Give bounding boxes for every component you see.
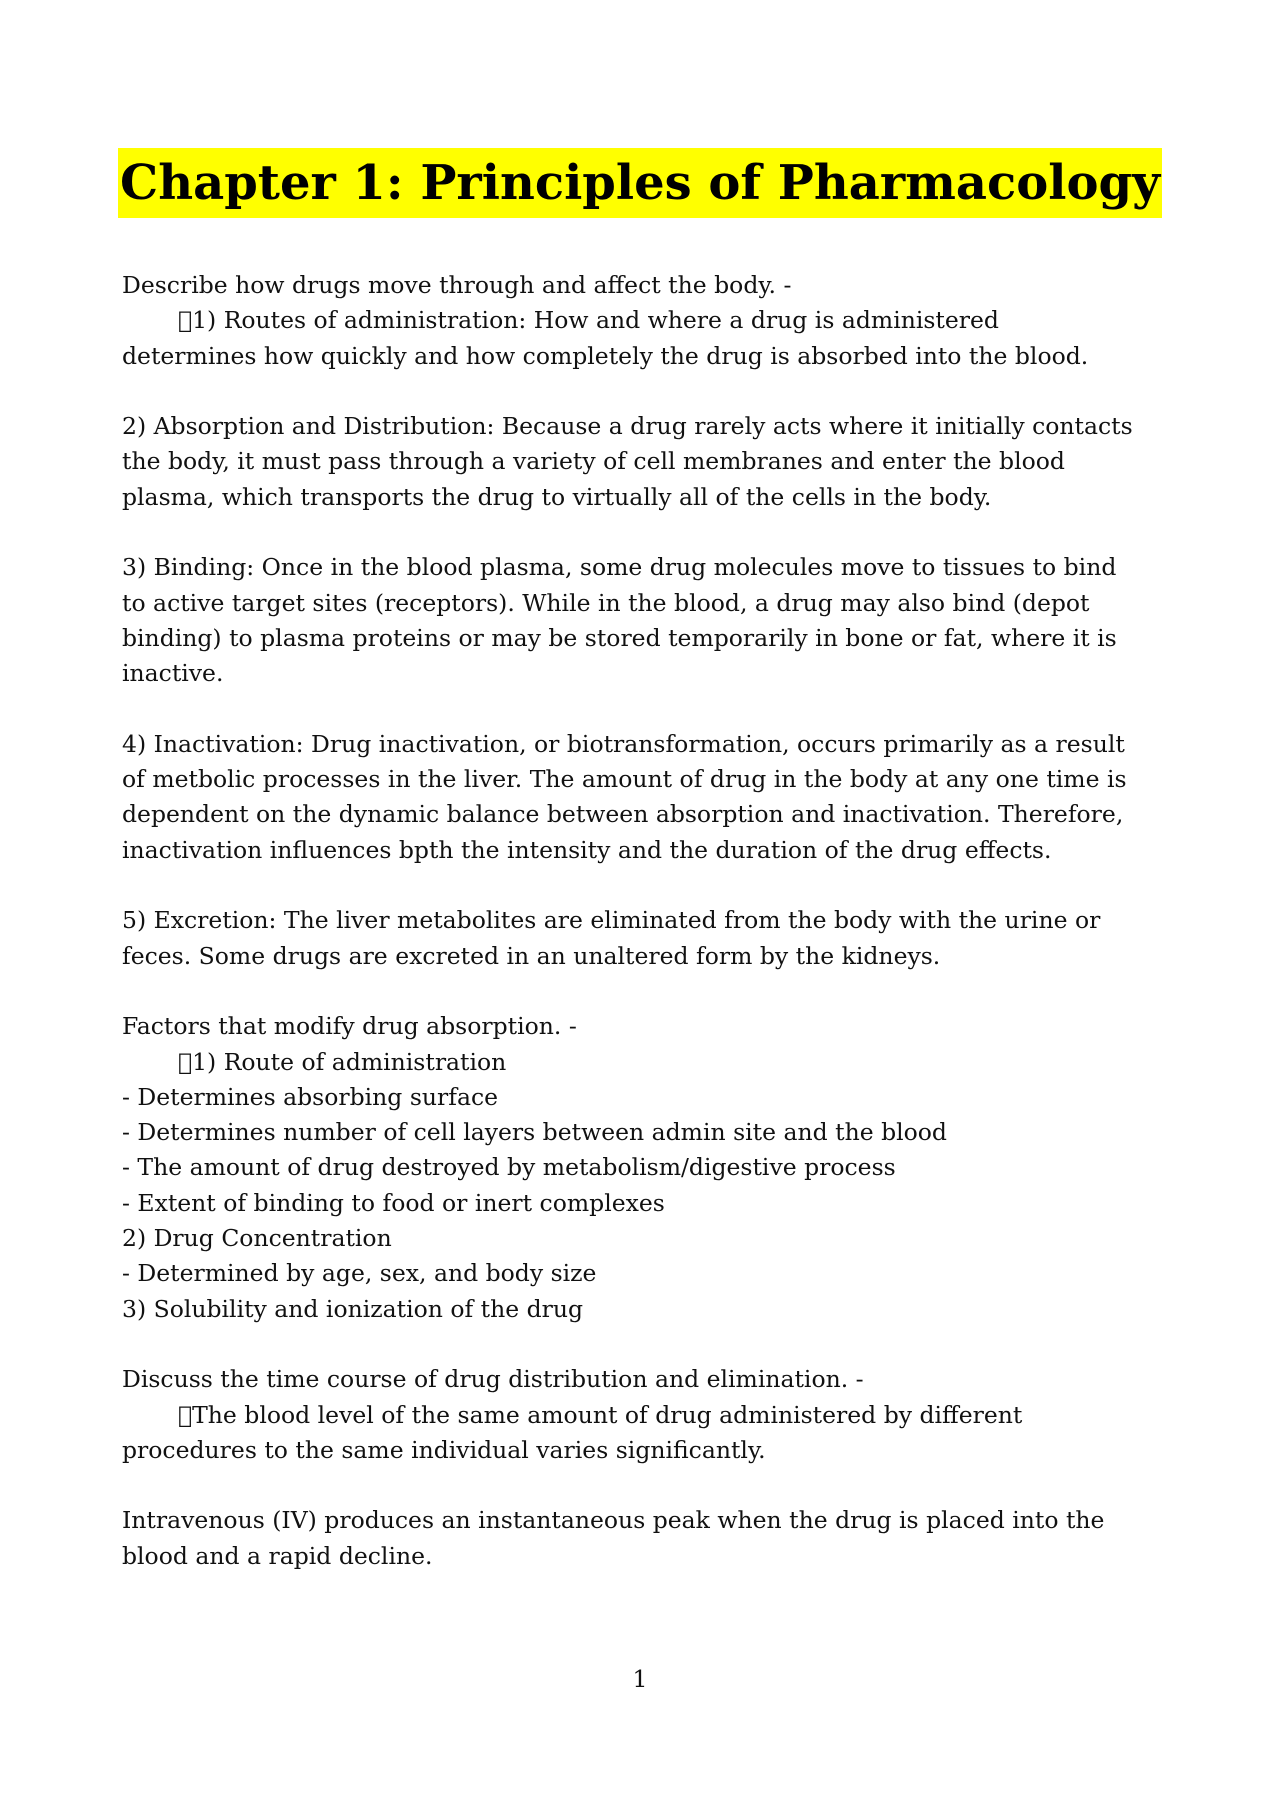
paragraph-line: 4) Inactivation: Drug inactivation, or biotransformation, occurs primarily as a result — [122, 729, 1125, 758]
paragraph-gap — [122, 1468, 1167, 1503]
paragraph-line: binding) to plasma proteins or may be stored temporarily in bone or fat, where it is — [122, 623, 1117, 652]
paragraph-line: dependent on the dynamic balance between absorption and inactivation. Therefore, — [122, 800, 1124, 829]
section-heading: Factors that modify drug absorption. - — [122, 1012, 577, 1041]
paragraph-line: procedures to the same individual varies significantly. — [122, 1435, 766, 1464]
paragraph-gap — [122, 515, 1167, 550]
paragraph-line: the body, it must pass through a variety of cell membranes and enter the blood — [122, 447, 1065, 476]
list-item: - Determines number of cell layers between admin site and the blood — [122, 1118, 947, 1147]
paragraph-line:  The blood level of the same amount of drug administered by different — [178, 1400, 1023, 1429]
list-item: - The amount of drug destroyed by metabolism/digestive process — [122, 1153, 896, 1182]
paragraph-gap — [122, 868, 1167, 903]
list-item: - Determined by age, sex, and body size — [122, 1259, 597, 1288]
paragraph-line: to active target sites (receptors). While in the blood, a drug may also bind (depot — [122, 588, 1090, 617]
paragraph-line:  1) Routes of administration: How and where a drug is administered — [178, 306, 999, 335]
paragraph-line: of metbolic processes in the liver. The amount of drug in the body at any one time is — [122, 765, 1127, 794]
list-item:  1) Route of administration — [178, 1047, 507, 1076]
paragraph-gap — [122, 1327, 1167, 1362]
list-item: 3) Solubility and ionization of the drug — [122, 1294, 584, 1323]
section-heading: Discuss the time course of drug distribution and elimination. - — [122, 1365, 864, 1394]
paragraph-line: inactivation influences bpth the intensity and the duration of the drug effects. — [122, 835, 1052, 864]
list-item: - Determines absorbing surface — [122, 1082, 499, 1111]
paragraph-line: Intravenous (IV) produces an instantaneous peak when the drug is placed into the — [122, 1506, 1105, 1535]
paragraph-line: determines how quickly and how completely the drug is absorbed into the blood. — [122, 341, 1089, 370]
paragraph-line: 5) Excretion: The liver metabolites are eliminated from the body with the urine or — [122, 906, 1101, 935]
chapter-title: Chapter 1: Principles of Pharmacology — [118, 148, 1162, 218]
document-body — [122, 268, 1167, 1574]
paragraph-line: 3) Binding: Once in the blood plasma, some drug molecules move to tissues to bind — [122, 553, 1117, 582]
paragraph-gap — [122, 692, 1167, 727]
paragraph-gap — [122, 374, 1167, 409]
paragraph-line: feces. Some drugs are excreted in an unaltered form by the kidneys. — [122, 941, 941, 970]
paragraph-line: inactive. — [122, 659, 224, 688]
page-number: 1 — [632, 1665, 648, 1693]
paragraph-line: plasma, which transports the drug to virtually all of the cells in the body. — [122, 482, 992, 511]
list-item: - Extent of binding to food or inert complexes — [122, 1188, 665, 1217]
paragraph-line: 2) Absorption and Distribution: Because a drug rarely acts where it initially contacts — [122, 412, 1133, 441]
list-item: 2) Drug Concentration — [122, 1224, 392, 1253]
paragraph-line: blood and a rapid decline. — [122, 1541, 433, 1570]
section-heading: Describe how drugs move through and affect the body. - — [122, 271, 792, 299]
paragraph-gap — [122, 974, 1167, 1009]
title-container — [0, 148, 1280, 218]
